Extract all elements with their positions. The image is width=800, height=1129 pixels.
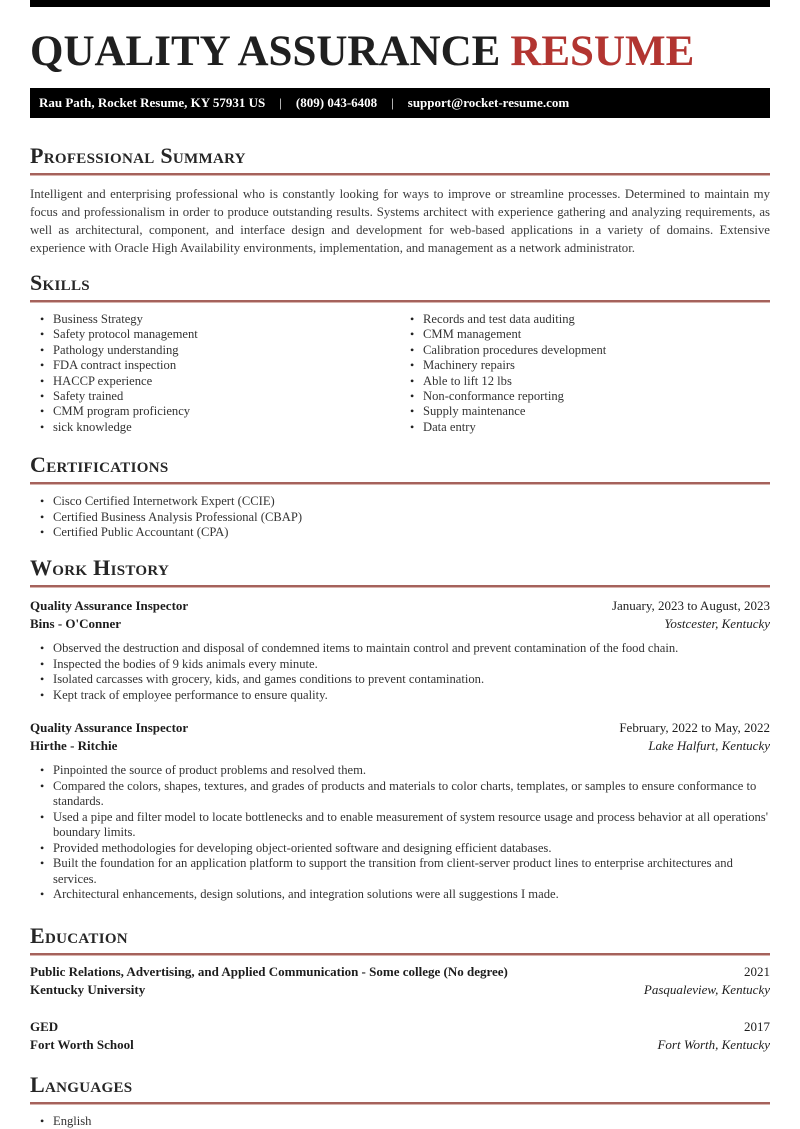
- education-degree: Public Relations, Advertising, and Applied Communication - Some college (No degree): [30, 963, 508, 979]
- skill-item: • Non-conformance reporting: [400, 389, 770, 404]
- job-dates: January, 2023 to August, 2023: [611, 598, 770, 614]
- section-education: [30, 923, 770, 1054]
- job-bullet: • Pinpointed the source of product problems and resolved them.: [30, 763, 770, 779]
- job-title-row: [30, 597, 770, 615]
- job-bullet: • Isolated carcasses with grocery, kids, and games conditions to prevent contamination.: [30, 672, 770, 688]
- page-title-black: QUALITY ASSURANCE: [30, 28, 501, 75]
- education-degree: GED: [30, 1018, 59, 1034]
- education-year: 2017: [744, 1018, 770, 1034]
- skill-item: • FDA contract inspection: [30, 358, 400, 373]
- section-heading-work-history: Work History: [30, 555, 170, 581]
- page-title-red: RESUME: [510, 28, 695, 75]
- skills-left-column: [30, 312, 400, 435]
- job-bullet: • Inspected the bodies of 9 kids animals every minute.: [30, 657, 770, 673]
- education-degree-row: [30, 1018, 770, 1036]
- skills-right-column: [400, 312, 770, 435]
- section-professional-summary: [30, 143, 770, 257]
- skill-item: • CMM program proficiency: [30, 404, 400, 419]
- skill-item: • Calibration procedures development: [400, 343, 770, 358]
- skill-item: • Business Strategy: [30, 312, 400, 327]
- job-title: Quality Assurance Inspector: [30, 598, 189, 614]
- skill-item: • Safety trained: [30, 389, 400, 404]
- section-rule: [30, 300, 770, 303]
- job-bullet: • Used a pipe and filter model to locate bottlenecks and to enable measurement of system resource usage and process behavior at all operations' boundary limits.: [30, 810, 770, 841]
- skill-item: • CMM management: [400, 327, 770, 342]
- section-heading-languages: Languages: [30, 1071, 133, 1097]
- language-item: • English: [30, 1114, 770, 1129]
- skill-item: • Safety protocol management: [30, 327, 400, 342]
- contact-phone: (809) 043-6408: [295, 95, 378, 110]
- skill-item: • HACCP experience: [30, 374, 400, 389]
- section-work-history: [30, 555, 770, 903]
- job-title: Quality Assurance Inspector: [30, 720, 189, 736]
- section-rule: [30, 173, 770, 176]
- section-rule: [30, 585, 770, 588]
- job-company: Bins - O'Conner: [30, 616, 122, 632]
- education-school-row: [30, 981, 770, 999]
- page-title: [30, 28, 770, 76]
- section-rule: [30, 953, 770, 956]
- job-title-row: [30, 719, 770, 737]
- job-bullet: • Compared the colors, shapes, textures, and grades of products and materials to color charts, templates, or samples to ensure conformance to standards.: [30, 779, 770, 810]
- job-bullet: • Provided methodologies for developing object-oriented software and designing efficient databases.: [30, 841, 770, 857]
- section-rule: [30, 482, 770, 485]
- job-location: Yostcester, Kentucky: [664, 616, 770, 632]
- job-bullet: • Observed the destruction and disposal of condemned items to maintain control and prevent contamination of the food chain.: [30, 641, 770, 657]
- education-school: Fort Worth School: [30, 1036, 134, 1052]
- job-bullets: [30, 763, 770, 903]
- job-dates: February, 2022 to May, 2022: [619, 720, 770, 736]
- section-certifications: [30, 452, 770, 540]
- job-company: Hirthe - Ritchie: [30, 738, 118, 754]
- certification-item: • Certified Business Analysis Professional (CBAP): [30, 510, 770, 525]
- contact-address: Rau Path, Rocket Resume, KY 57931 US: [39, 95, 266, 110]
- languages-list: [30, 1114, 770, 1129]
- education-school-row: [30, 1036, 770, 1054]
- skills-columns: [30, 312, 770, 435]
- contact-separator: |: [391, 95, 394, 110]
- job-bullet: • Built the foundation for an application platform to support the transition from client-server product lines to enterprise architectures and services.: [30, 856, 770, 887]
- job-bullet: • Kept track of employee performance to ensure quality.: [30, 688, 770, 704]
- education-entry: [30, 1018, 770, 1054]
- education-entry: [30, 963, 770, 999]
- job-company-row: [30, 737, 770, 755]
- job-company-row: [30, 615, 770, 633]
- job-bullet: • Architectural enhancements, design solutions, and integration solutions were all suggestions I made.: [30, 887, 770, 903]
- education-degree-row: [30, 963, 770, 981]
- skill-item: • Machinery repairs: [400, 358, 770, 373]
- contact-email: support@rocket-resume.com: [407, 95, 570, 110]
- education-year: 2021: [744, 963, 770, 979]
- summary-paragraph: Intelligent and enterprising professional who is constantly looking for ways to improve or streamline processes. Determined to maintain my focus and professionalism in order to produce outstanding results. Systems architect with experience gathering and analyzing requirements, as well as architectural, component, and interface design and development for web-based applications in a variety of domains. Extensive experience with Oracle High Availability environments, implementation, and management as a network administrator.: [30, 187, 770, 255]
- top-black-bar: [30, 0, 770, 7]
- skill-item: • Data entry: [400, 420, 770, 435]
- skill-item: • Able to lift 12 lbs: [400, 374, 770, 389]
- section-heading-certifications: Certifications: [30, 452, 169, 478]
- section-heading-education: Education: [30, 922, 128, 948]
- certification-item: • Cisco Certified Internetwork Expert (CCIE): [30, 494, 770, 509]
- skill-item: • Supply maintenance: [400, 404, 770, 419]
- section-heading-skills: Skills: [30, 270, 90, 295]
- skill-item: • Pathology understanding: [30, 343, 400, 358]
- certifications-list: [30, 494, 770, 540]
- education-school: Kentucky University: [30, 981, 146, 997]
- job-entry: [30, 597, 770, 703]
- skill-item: • Records and test data auditing: [400, 312, 770, 327]
- contact-separator: |: [279, 95, 282, 110]
- section-rule: [30, 1102, 770, 1105]
- job-entry: [30, 719, 770, 903]
- education-location: Fort Worth, Kentucky: [657, 1036, 770, 1052]
- section-heading-summary: Professional Summary: [30, 143, 246, 168]
- section-skills: [30, 270, 770, 435]
- certification-item: • Certified Public Accountant (CPA): [30, 525, 770, 540]
- section-languages: [30, 1072, 770, 1129]
- education-location: Pasqualeview, Kentucky: [643, 981, 770, 997]
- job-bullets: [30, 641, 770, 703]
- skill-item: • sick knowledge: [30, 420, 400, 435]
- job-location: Lake Halfurt, Kentucky: [648, 738, 770, 754]
- contact-bar: [30, 88, 770, 118]
